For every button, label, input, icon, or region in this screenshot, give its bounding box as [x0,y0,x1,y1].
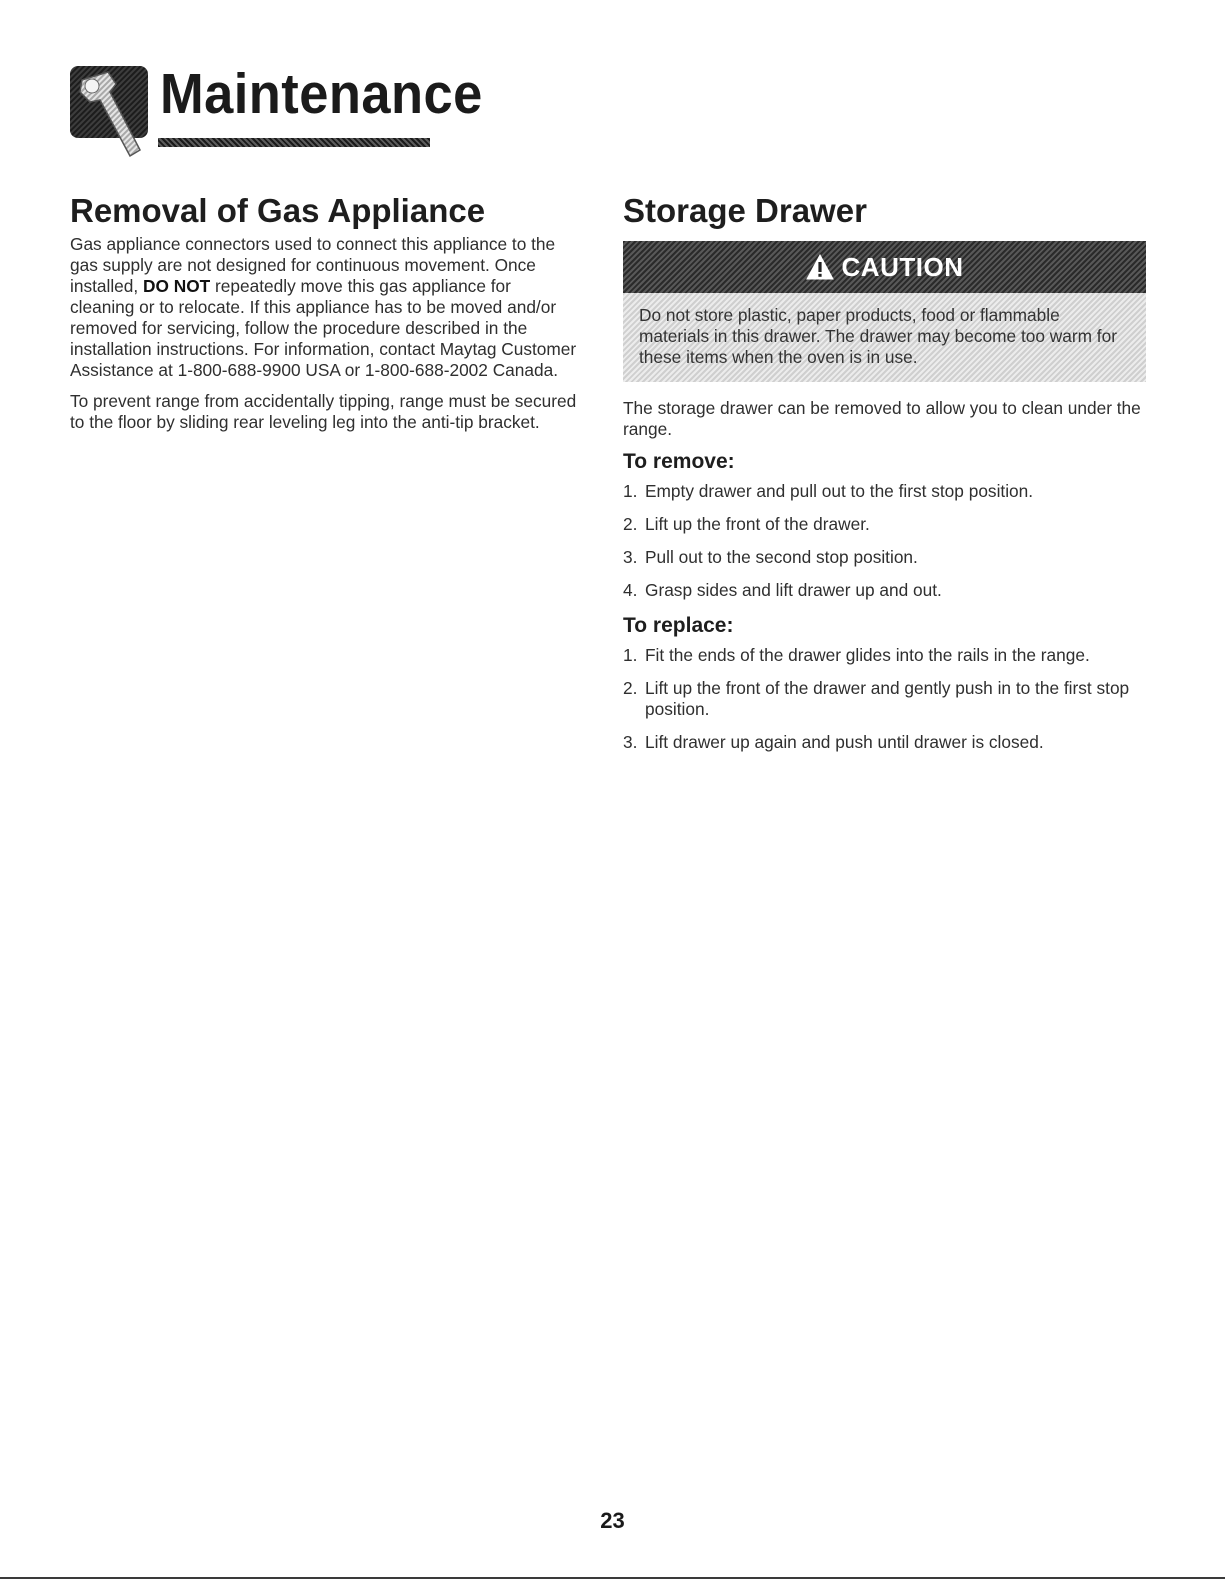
removal-paragraph-2: To prevent range from accidentally tipping, range must be secured to the floor by sliding rear leveling leg into the anti-tip bracket. [70,391,577,432]
list-item [623,732,1153,753]
to-remove-heading: To remove: [623,450,735,473]
removal-paragraph-1 [70,234,580,381]
caution-bar [623,241,1146,293]
step-text: Pull out to the second stop position. [645,547,918,567]
step-number: 2. [623,678,638,698]
title-underline [158,138,430,147]
caution-label: CAUTION [841,251,964,282]
step-number: 1. [623,645,638,665]
page-number: 23 [600,1508,625,1533]
page-title: Maintenance [160,62,483,126]
step-text: Fit the ends of the drawer glides into the rails in the range. [645,645,1090,665]
step-number: 3. [623,732,638,752]
replace-steps [623,645,1153,753]
removal-paragraph-1-end: repeatedly move this gas appliance for cleaning or to relocate. If this appliance has to be moved and/or removed for servicing, follow the procedure described in the installation instructions. For information, contact Maytag Customer Assistance at 1-800-688-9900 USA or 1-800-688-2002 Canada. [70,276,577,380]
warning-triangle-icon [806,254,834,280]
step-number: 2. [623,514,638,534]
removal-section [70,192,580,433]
list-item [623,514,1153,535]
list-item [623,547,1153,568]
do-not-emphasis: DO NOT [143,276,211,296]
caution-box [623,241,1146,382]
step-number: 1. [623,481,638,501]
step-text: Lift drawer up again and push until drawer is closed. [645,732,1044,752]
list-item [623,580,1153,601]
step-number: 3. [623,547,638,567]
list-item [623,645,1153,666]
step-text: Empty drawer and pull out to the first stop position. [645,481,1034,501]
removal-heading: Removal of Gas Appliance [70,192,486,229]
caution-text: Do not store plastic, paper products, food or flammable materials in this drawer. The drawer may become too warm for these items when the oven is in use. [623,293,1146,382]
storage-heading: Storage Drawer [623,192,867,229]
storage-intro: The storage drawer can be removed to allow you to clean under the range. [623,398,1141,439]
storage-section [623,192,1153,765]
bottom-rule [0,1577,1225,1579]
list-item [623,481,1153,502]
remove-steps [623,481,1153,601]
to-replace-heading: To replace: [623,614,734,637]
step-text: Grasp sides and lift drawer up and out. [645,580,942,600]
step-text: Lift up the front of the drawer and gently push in to the first stop position. [645,678,1130,719]
step-text: Lift up the front of the drawer. [645,514,870,534]
step-number: 4. [623,580,638,600]
removal-paragraph-1-start: Gas appliance connectors used to connect this appliance to the gas supply are not designed for continuous movement. Once installed, [70,234,556,296]
wrench-icon [70,62,148,158]
list-item [623,678,1153,720]
